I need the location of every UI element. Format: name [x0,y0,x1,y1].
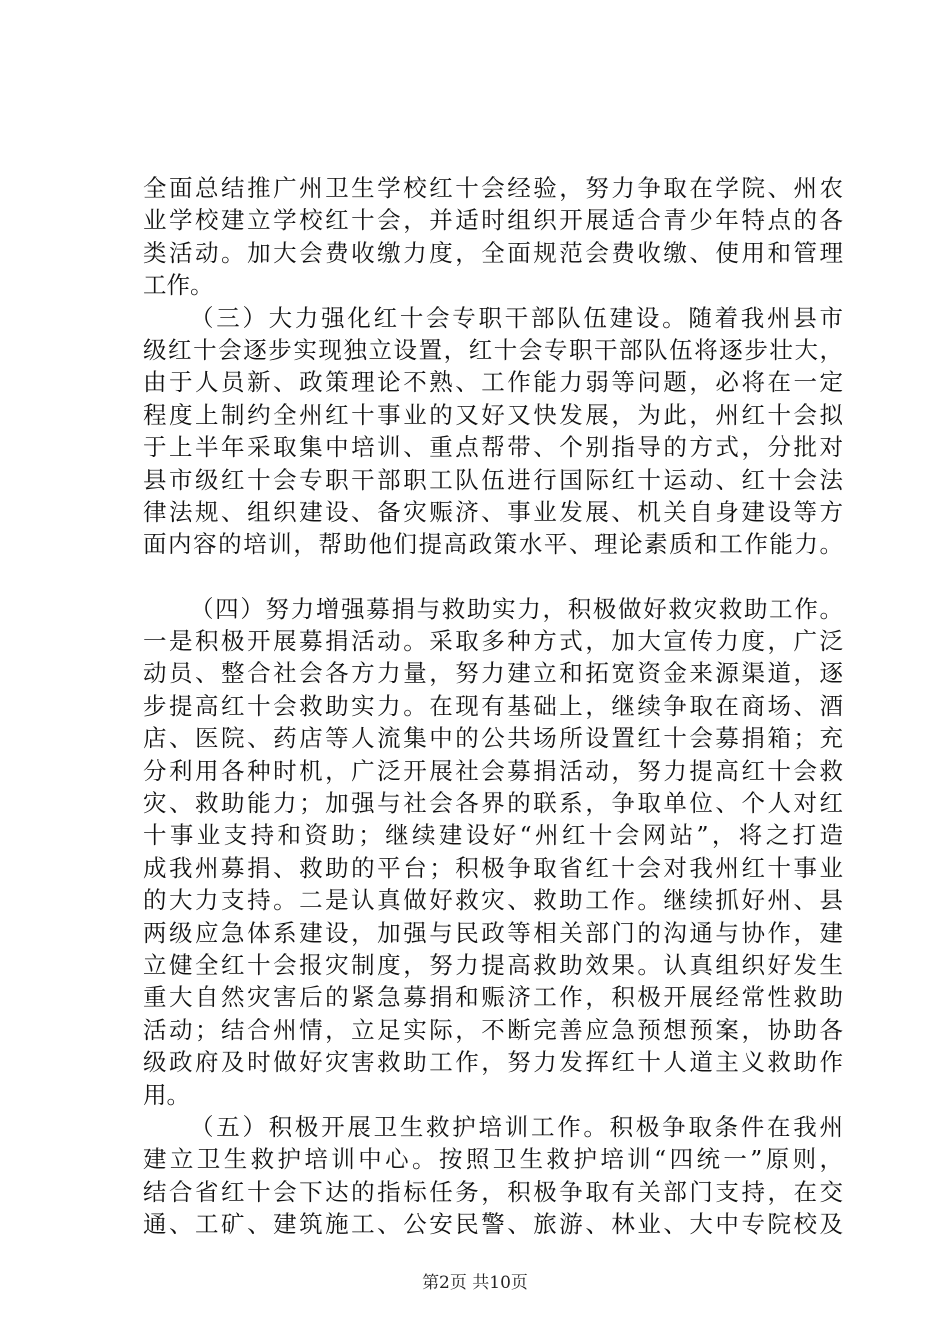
text-line: 成我州募捐、救助的平台；积极争取省红十会对我州红十事业 [143,853,843,882]
text-line: 立健全红十会报灾制度，努力提高救助效果。认真组织好发生 [143,950,843,979]
text-line: （四）努力增强募捐与救助实力，积极做好救灾救助工作。 [190,594,843,623]
text-line: 重大自然灾害后的紧急募捐和赈济工作，积极开展经常性救助 [143,983,843,1012]
paragraph-section-5 [143,1111,843,1241]
text-line: 两级应急体系建设，加强与民政等相关部门的沟通与协作，建 [143,918,843,947]
text-line: 由于人员新、政策理论不熟、工作能力弱等问题，必将在一定 [143,368,843,397]
text-line: 县市级红十会专职干部职工队伍进行国际红十运动、红十会法 [143,465,843,494]
document-body [143,172,843,1241]
text-line: 级政府及时做好灾害救助工作，努力发挥红十人道主义救助作 [143,1048,843,1077]
page-number-footer: 第2页 共10页 [422,1273,528,1293]
text-line: 十事业支持和资助；继续建设好“州红十会网站”，将之打造 [143,821,843,850]
text-line: 级红十会逐步实现独立设置，红十会专职干部队伍将逐步壮大， [143,335,843,364]
text-line: （三）大力强化红十会专职干部队伍建设。随着我州县市 [190,303,843,332]
text-line: 业学校建立学校红十会，并适时组织开展适合青少年特点的各 [143,206,843,235]
text-line: 步提高红十会救助实力。在现有基础上，继续争取在商场、酒 [143,691,843,720]
text-line: 灾、救助能力；加强与社会各界的联系，争取单位、个人对红 [143,789,843,818]
text-line: 的大力支持。二是认真做好救灾、救助工作。继续抓好州、县 [143,886,843,915]
paragraph-section-4 [143,593,843,1111]
text-line: 律法规、组织建设、备灾赈济、事业发展、机关自身建设等方 [143,497,843,526]
paragraph-section-3 [143,302,843,561]
text-line: 面内容的培训，帮助他们提高政策水平、理论素质和工作能力。 [143,530,843,559]
text-line: 于上半年采取集中培训、重点帮带、个别指导的方式，分批对 [143,433,843,462]
text-line: 动员、整合社会各方力量，努力建立和拓宽资金来源渠道，逐 [143,659,843,688]
paragraph-continuation [143,172,843,302]
text-line: 店、医院、药店等人流集中的公共场所设置红十会募捐箱；充 [143,724,843,753]
text-line: 分利用各种时机，广泛开展社会募捐活动，努力提高红十会救 [143,756,843,785]
text-line: 用。 [143,1080,190,1109]
text-line: 一是积极开展募捐活动。采取多种方式，加大宣传力度，广泛 [143,627,843,656]
text-line: 程度上制约全州红十事业的又好又快发展，为此，州红十会拟 [143,400,843,429]
text-line: 类活动。加大会费收缴力度，全面规范会费收缴、使用和管理 [143,238,843,267]
text-line: （五）积极开展卫生救护培训工作。积极争取条件在我州 [190,1112,843,1141]
text-line: 全面总结推广州卫生学校红十会经验，努力争取在学院、州农 [143,174,843,202]
text-line: 建立卫生救护培训中心。按照卫生救护培训“四统一”原则， [143,1145,843,1174]
text-line: 通、工矿、建筑施工、公安民警、旅游、林业、大中专院校及 [143,1210,843,1239]
text-line: 工作。 [143,271,214,300]
text-line: 结合省红十会下达的指标任务，积极争取有关部门支持，在交 [143,1177,843,1206]
paragraph-gap [143,561,843,593]
text-line: 活动；结合州情，立足实际，不断完善应急预想预案，协助各 [143,1015,843,1044]
